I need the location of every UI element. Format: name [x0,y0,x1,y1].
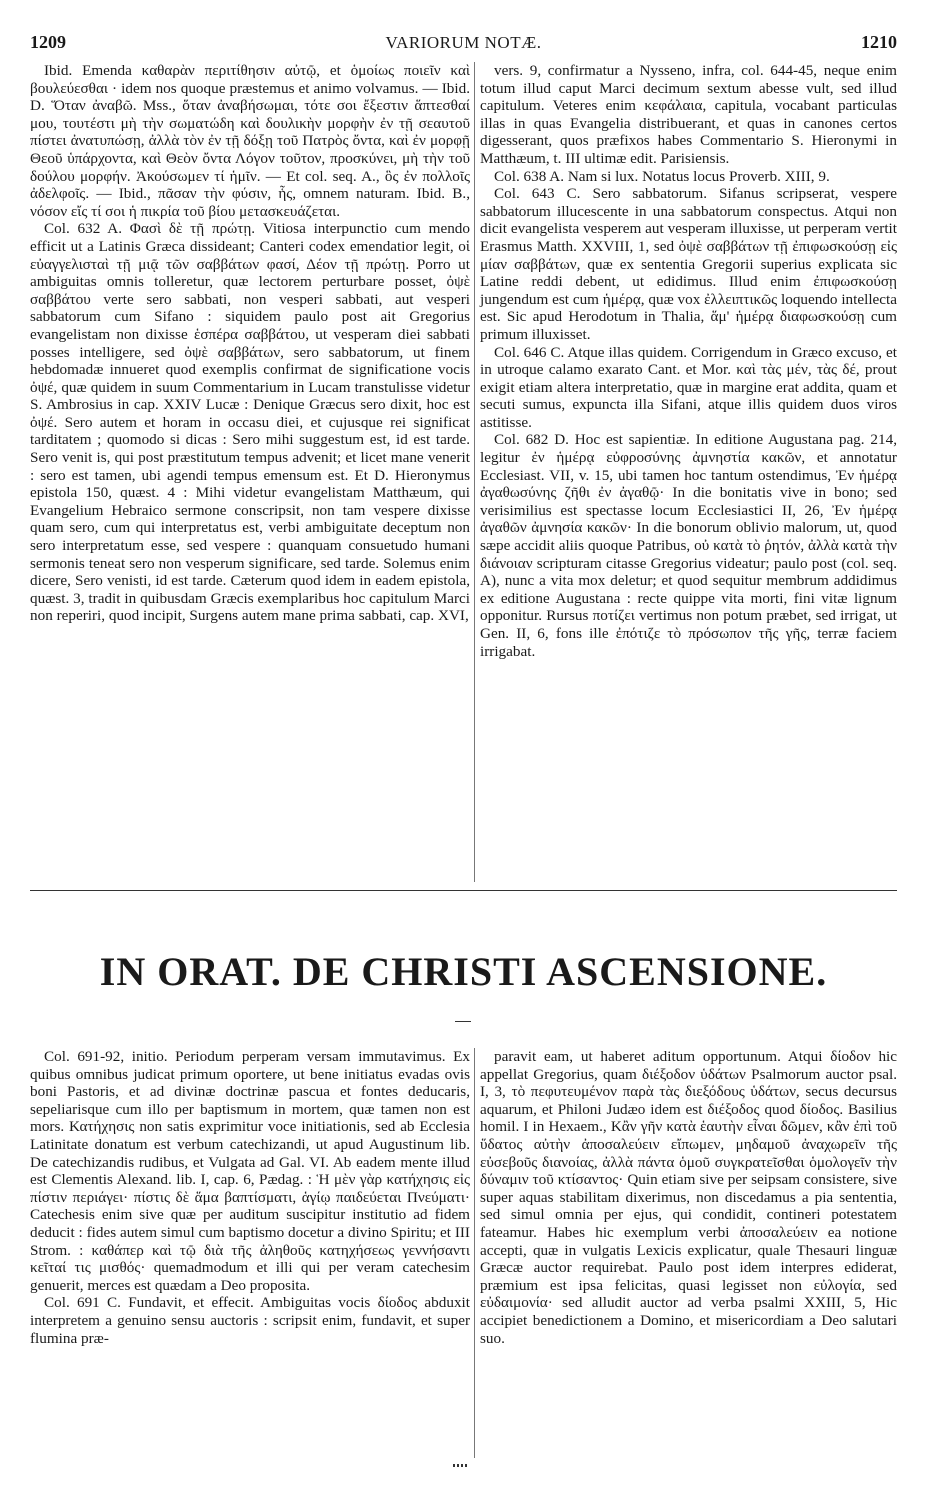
running-title: VARIORUM NOTÆ. [385,33,542,52]
note-paragraph: Ibid. Emenda καθαρὰν περιτίθησιν αὐτῷ, et ὁμοίως ποιεῖν καὶ βουλεύεσθαι · idem nos quoque præstemus et animo volvamus. — Ibid. D. Ὅταν ἀναβῶ. Mss., ὅταν ἀναβήσωμαι, τότε σοι ἔξεστιν ἅπτεσθαί μου, τουτέστι μὴ τὴν σωματώδη καὶ δουλικὴν μορφὴν ἐν τῇ σεαυτοῦ πίστει ἀνατυπώσῃ, ἀλλὰ τὸν ἐν τῇ δόξῃ τοῦ Πατρὸς ὄντα, καὶ ἐν μορφῇ Θεοῦ ὑπάρχοντα, καὶ Θεὸν ὄντα Λόγον τοῦτον, προσκύνει, μὴ τὴν τοῦ δούλου μορφήν. Ἀκούσωμεν τί ἡμῖν. — Et col. seq. A., ὃς ἐν πολλοῖς ἀδελφοῖς. — Ibid., πᾶσαν τὴν φύσιν, ἧς, omnem naturam. Ibid. B., νόσον εἴς τί σοι ἡ πικρία τοῦ βίου μετασκευάζεται. [30,62,470,220]
page-number-right: 1210 [861,32,897,52]
note-paragraph: vers. 9, confirmatur a Nysseno, infra, col. 644-45, neque enim totum illud caput Marci decimum sextum abesse vult, sed illud capitulum. Veteres enim κεφάλαια, capitula, vocabant particulas illas in quas Evangelia distribuerant, et quas in canones certos digesserant, quos præfixos habes Commentario S. Hieronymi in Matthæum, t. III ultimæ edit. Parisiensis. [480,62,897,167]
section-column-right [480,1048,897,1428]
page-number-left: 1209 [30,32,66,52]
note-paragraph: Col. 638 A. Nam si lux. Notatus locus Proverb. XIII, 9. [494,167,830,185]
section-title: IN ORAT. DE CHRISTI ASCENSIONE. [99,949,828,994]
note-paragraph: Col. 682 D. Hoc est sapientiæ. In editione Augustana pag. 214, legitur ἐν ἡμέρᾳ εὐφροσύνης ἀμνηστία κακῶν, et annotatur Ecclesiast. VII, v. 15, ubi tamen hoc tantum ostendimus, Ἐν ἡμέρᾳ ἀγαθωσύνης ζῆθι ἐν ἀγαθῷ· In die bonitatis vive in bono; sed verisimilius est spectasse locum Ecclesiastici II, 26, Ἐν ἡμέρᾳ ἀγαθῶν ἀμνησία κακῶν· In die bonorum oblivio malorum, ut, quod sæpe accidit aliis quoque Patribus, οὐ κατὰ τὸ ῥητόν, ἀλλὰ κατὰ τὴν διάνοιαν scripturam citasse Gregorius videatur; paulo post (col. seq. A), nunc a vita mox deletur; et quod sequitur membrum addidimus ex editione Augustana : recte quippe vita morti, fini vitæ lignum opponitur. Rursus ποτίζει vertimus non potum præbet, sed irrigat, ut Gen. II, 6, fons ille ἐπότιζε τὸ πρόσωπον τῆς γῆς, terræ faciem irrigabat. [480,431,897,660]
note-paragraph: Col. 632 A. Φασὶ δὲ τῇ πρώτῃ. Vitiosa interpunctio cum mendo efficit ut a Latinis Græca dissideant; Canteri codex emendatior legit, οἱ εὐαγγελισταὶ τῇ μιᾷ τῶν σαββάτων φασί, Δέον τῇ πρώτῃ. Porro ut ambiguitas omnis tolleretur, quæ lectorem perturbare posset, ὀψὲ σαββάτου verte sero sabbati, non vesperi sabbati, aut vesperi sabbatorum cum Sifano : siquidem paulo post ait Gregorius evangelistam non dixisse ἑσπέρα σαββάτου, ut vesperam diei sabbati posses intelligere, sed ὀψὲ σαββάτων, sero sabbatorum, ut finem hebdomadæ innueret quod exemplis confirmat de significatione vocis ὀψέ, quæ quidem in suum Commentarium in Lucam transtulisse videtur S. Ambrosius in cap. XXIV Lucæ : Denique Græcus sero dixit, hoc est ὀψέ. Sero autem et horam in occasu diei, et cujusque rei significat tarditatem ; quomodo si dicas : Sero mihi suggestum est, id est tarde. Sero venit is, qui post præstitutum tempus advenit; et licet mane venerit : sero est tamen, ubi agendi tempus emensum est. Et D. Hieronymus epistola 150, quæst. 4 : Mihi videtur evangelistam Matthæum, qui Evangelium Hebraico sermone conscripsit, non tam vespere dixisse quam sero, cum qui interpretatus est, verbi ambiguitate deceptum non sero interpretatum esse, sed vespere : quanquam consuetudo humani sermonis teneat sero non vesperum significare, sed tarde. Solemus enim dicere, Sero venisti, id est tarde. Cæterum quod idem in eadem epistola, quæst. 3, tradit in quibusdam Græcis exemplaribus hoc capitulum Marci non reperiri, quod incipit, Surgens autem mane prima sabbati, cap. XVI, [30,220,470,625]
section-column-left [30,1048,470,1468]
note-paragraph: Col. 691 C. Fundavit, et effecit. Ambiguitas vocis δίοδος abduxit interpretem a genuino sensu auctoris : scripsit enim, fundavit, et super flumina præ- [30,1294,470,1347]
notes-column-left [30,62,470,887]
title-dash [455,1021,471,1022]
section-divider [30,890,897,891]
note-paragraph: Col. 643 C. Sero sabbatorum. Sifanus scripserat, vespere sabbatorum illucescente in una sabbatorum conspectus. Atqui non dicit evangelista vesperem aut vesperam illuxisse, ut perperam vertit Erasmus Matth. XXVIII, 1, sed ὀψὲ σαββάτων τῇ ἐπιφωσκούσῃ εἰς μίαν σαββάτων, quæ ex sententia Gregorii superius explicata sic Latine reddi debent, ut edidimus. Illud enim ἐπιφωσκούσῃ jungendum est cum ἡμέρᾳ, quæ vox ἐλλειπτικῶς loquendo intellecta est. Sic apud Herodotum in Thalia, ἅμ' ἡμέρᾳ διαφωσκούσῃ cum primum illuxisset. [480,185,897,343]
page-header [30,32,897,54]
note-paragraph: Col. 691-92, initio. Periodum perperam versam immutavimus. Ex quibus omnibus judicat primum oportere, ut bene initiatus evadas ovis boni Pastoris, et ad divinæ doctrinæ pascua et fontes deducaris, sepeliarisque cum illo per baptismum in mortem, quæ tamen non est mors. Κατήχησις non satis exprimitur voce initiationis, sed ab Ecclesia Latinitate donatum est verbum catechizandi, ut apud Augustinum lib. De catechizandis rudibus, et Vulgata ad Gal. VI. Ab eadem mente illud est Clementis Alexand. lib. I, cap. 6, Pædag. : Ἡ μὲν γὰρ κατήχησις εἰς πίστιν περιάγει· πίστις δὲ ἅμα βαπτίσματι, ἁγίῳ παιδεύεται Πνεύματι· Catechesis enim sive quæ per auditum suscipitur institutio ad fidem deducit : fides autem simul cum baptismo docetur a divino Spiritu; et III Strom. : καθάπερ καὶ τῷ διὰ τῆς ἀληθοῦς κατηχήσεως γεννήσαντι κεῖταί τις μισθός· quemadmodum et illi qui per veram catechesim genuerit, merces est quædam a Deo proposita. [30,1048,470,1294]
note-paragraph: Col. 646 C. Atque illas quidem. Corrigendum in Græco excuso, et in utroque calamo exarato Cant. et Mor. καὶ τὰς μέν, τὰς δέ, prout exigit etiam altera interpretatio, quæ in margine erat addita, quam et secuti sumus, expuncta illa Sifani, atque illis quidem duos viros astitisse. [480,343,897,431]
notes-column-right [480,62,897,660]
column-separator-bottom [474,1048,475,1458]
note-paragraph: paravit eam, ut haberet aditum opportunum. Atqui δίοδον hic appellat Gregorius, quam διέξοδον ὑδάτων Psalmorum auctor psal. I, 3, τὸ πεφυτευμένον παρὰ τὰς διεξόδους ὑδάτων, secus decursus aquarum, et Philoni Judæo idem est διέξοδος quod δίοδος. Basilius homil. I in Hexaem., Κἂν γῆν κατὰ ἑαυτὴν εἶναι δῶμεν, κἂν ἐπὶ τοῦ ὕδατος αὐτὴν ἀποσαλεύειν εἴπωμεν, μηδαμοῦ ἀναχωρεῖν τῆς εὐσεβοῦς διανοίας, ἀλλὰ πάντα ὁμοῦ συγκρατεῖσθαι ὁμολογεῖν τὴν δύναμιν τοῦ κτίσαντος· Quin etiam sive per seipsam consistere, sive super aquas stabilitam dixerimus, non discedamus a pia sententia, sed simul omnia per ejus, qui condidit, contineri potestatem fateamur. Habes hic exemplum verbi ἀποσαλεύειν ea notione accepti, quæ in vulgatis Lexicis explicatur, quale Thesauri linguæ Græcæ auctor requirebat. Paulo post idem interpres ediderat, præmium est ipsa felicitas, quasi legisset non εὐλογία, sed εὐδαιμονία· sed alludit auctor ad verba psalmi XXIII, 5, Hic accipiet benedictionem a Domino, et misericordiam a Deo salutari suo. [480,1048,897,1347]
footer-ornament [453,1464,469,1467]
column-separator-top [474,62,475,882]
